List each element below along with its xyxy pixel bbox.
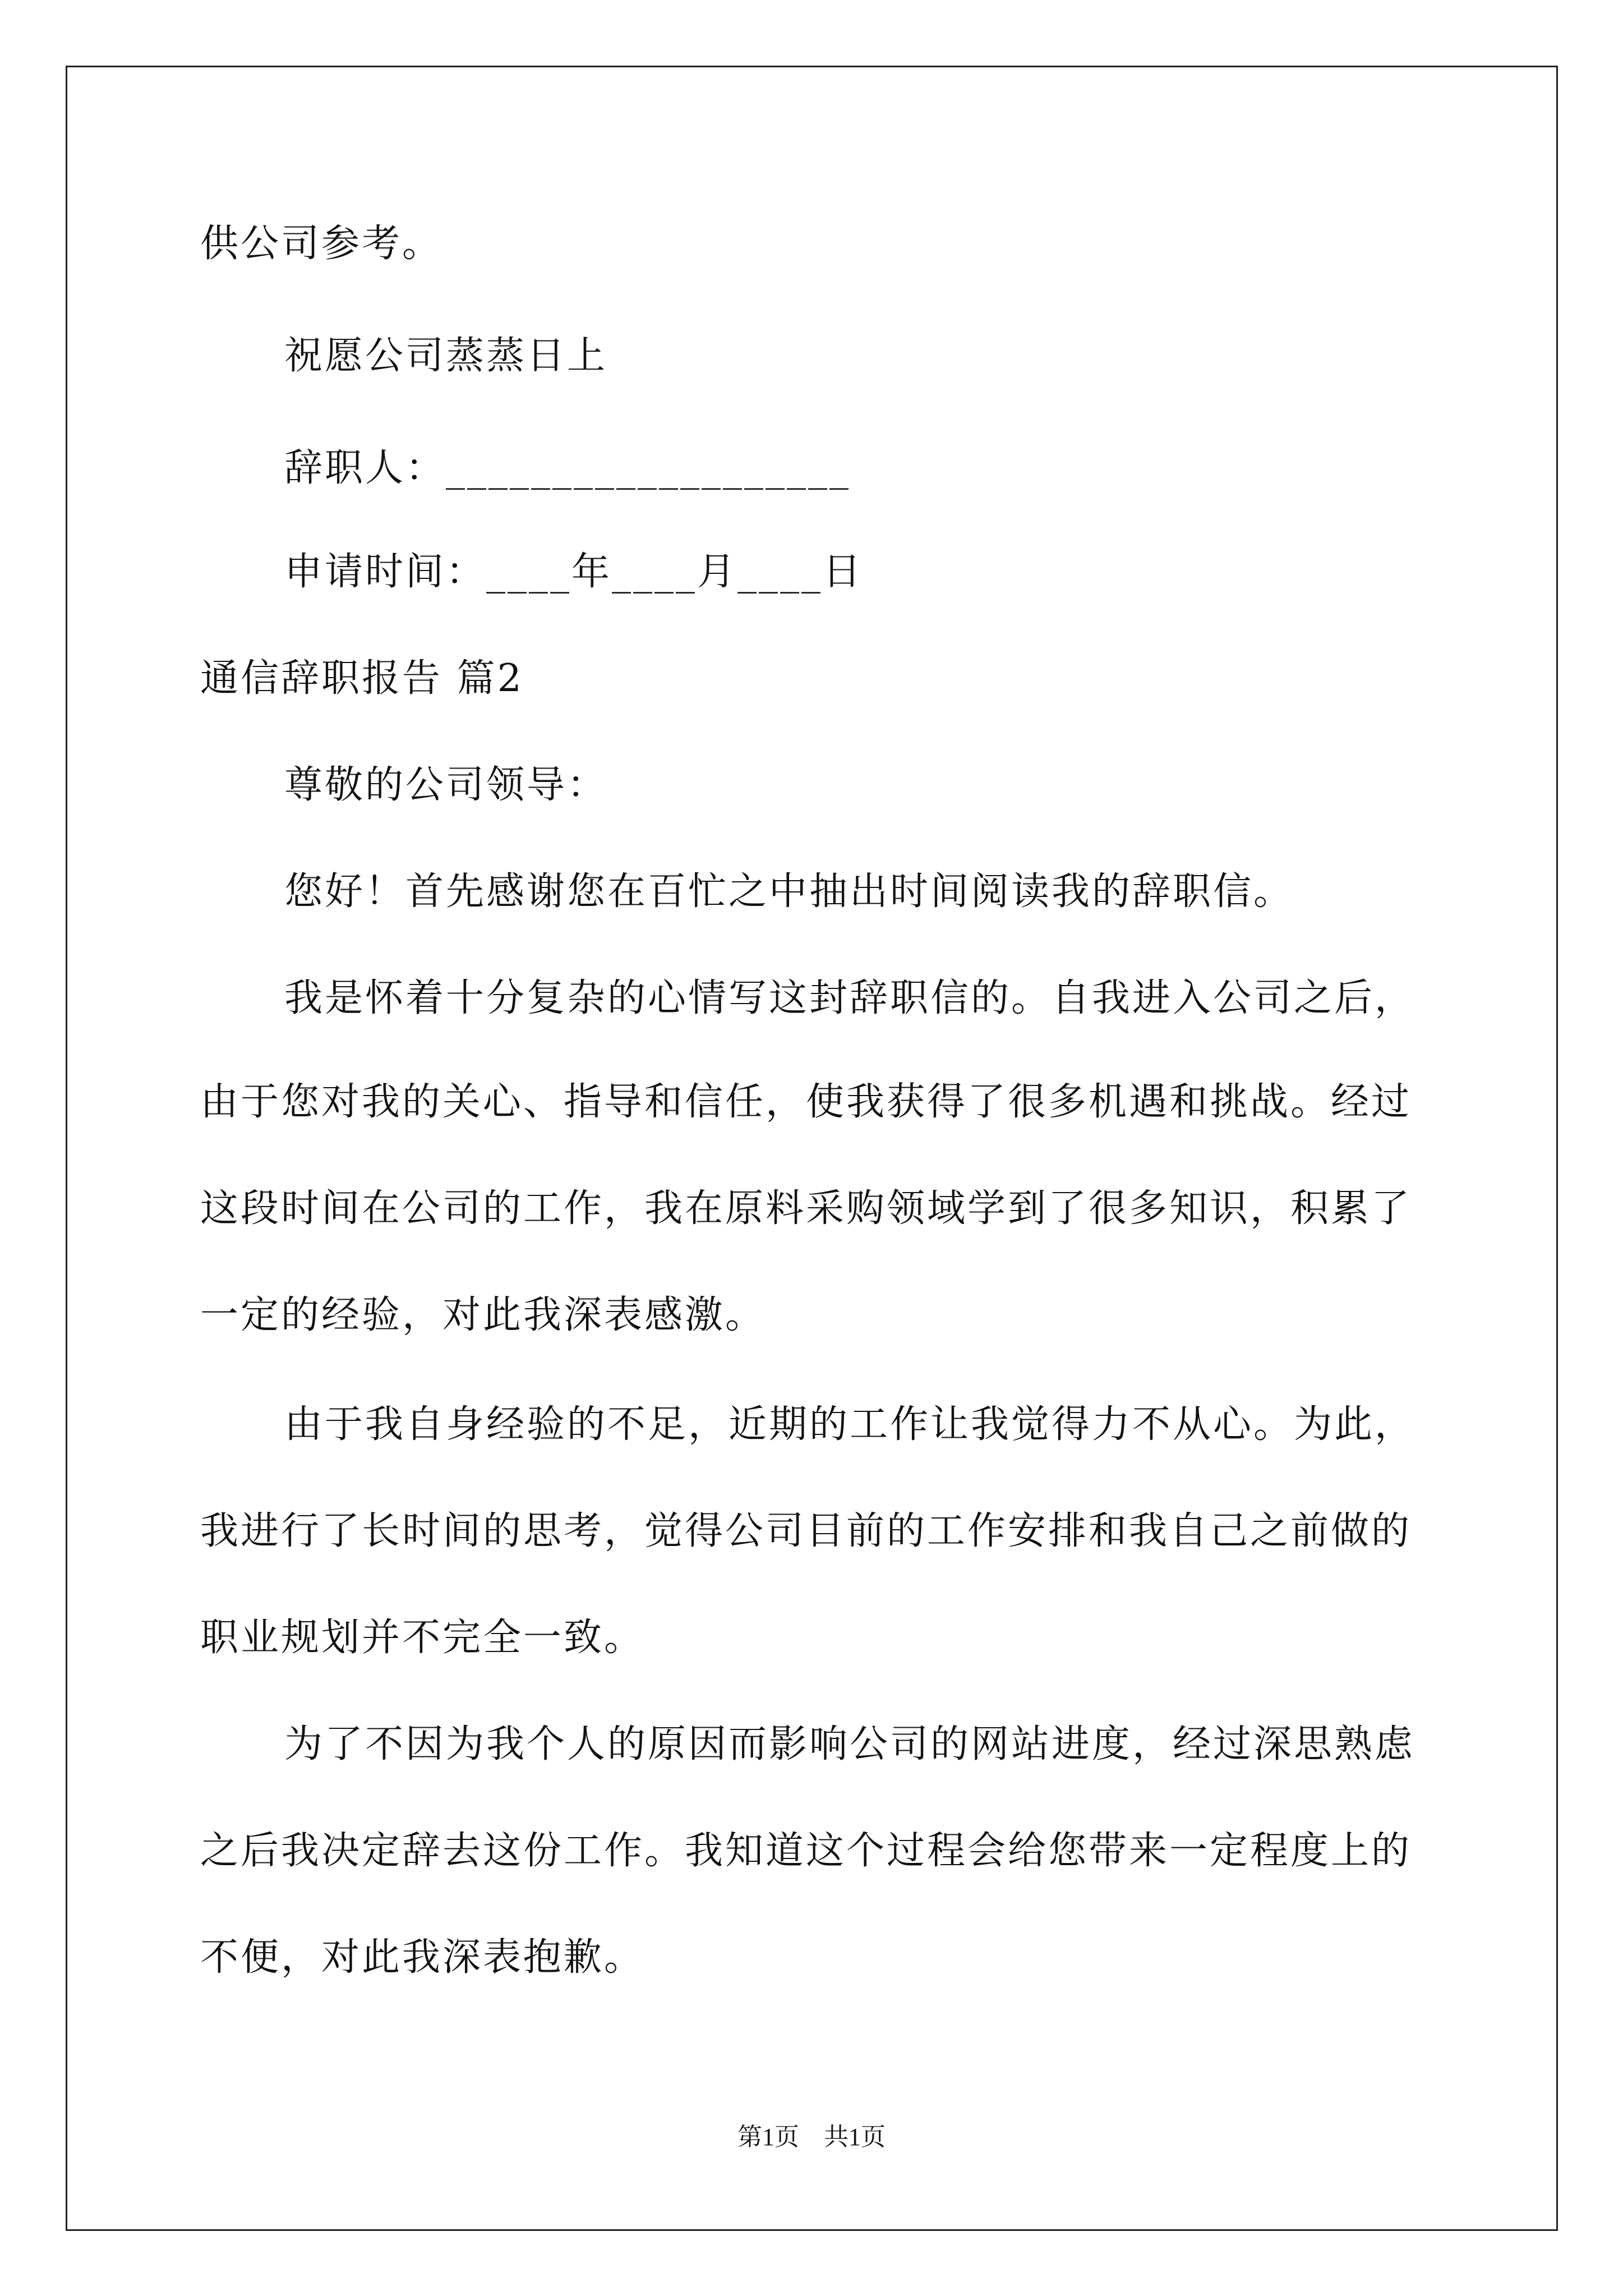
page-number-footer: 第1页 共1页 [737, 2123, 886, 2151]
paragraph-line: 之后我决定辞去这份工作。我知道这个过程会给您带来一定程度上的 [200, 1829, 1412, 1873]
resigner-field: 辞职人：___________________ [284, 446, 851, 490]
paragraph-line: 为了不因为我个人的原因而影响公司的网站进度，经过深思熟虑 [284, 1722, 1415, 1766]
paragraph-line: 一定的经验，对此我深表感激。 [200, 1293, 766, 1337]
paragraph-line: 职业规划并不完全一致。 [200, 1616, 645, 1660]
date-field: 申请时间：____年____月____日 [284, 550, 864, 594]
greeting-line: 您好！首先感谢您在百忙之中抽出时间阅读我的辞职信。 [284, 869, 1294, 914]
paragraph-line: 不便，对此我深表抱歉。 [200, 1935, 645, 1980]
paragraph-line: 由于您对我的关心、指导和信任，使我获得了很多机遇和挑战。经过 [200, 1080, 1412, 1124]
section-title: 通信辞职报告 篇2 [200, 656, 524, 701]
paragraph-line: 我是怀着十分复杂的心情写这封辞职信的。自我进入公司之后， [284, 976, 1415, 1020]
paragraph-line: 我进行了长时间的思考，觉得公司目前的工作安排和我自己之前做的 [200, 1509, 1412, 1553]
salutation: 尊敬的公司领导： [284, 763, 608, 807]
closing-wish: 祝愿公司蒸蒸日上 [284, 334, 608, 378]
paragraph-line: 由于我自身经验的不足，近期的工作让我觉得力不从心。为此， [284, 1402, 1415, 1447]
page-border [66, 66, 1558, 2231]
text-line: 供公司参考。 [200, 222, 443, 266]
paragraph-line: 这段时间在公司的工作，我在原料采购领域学到了很多知识，积累了 [200, 1186, 1412, 1231]
